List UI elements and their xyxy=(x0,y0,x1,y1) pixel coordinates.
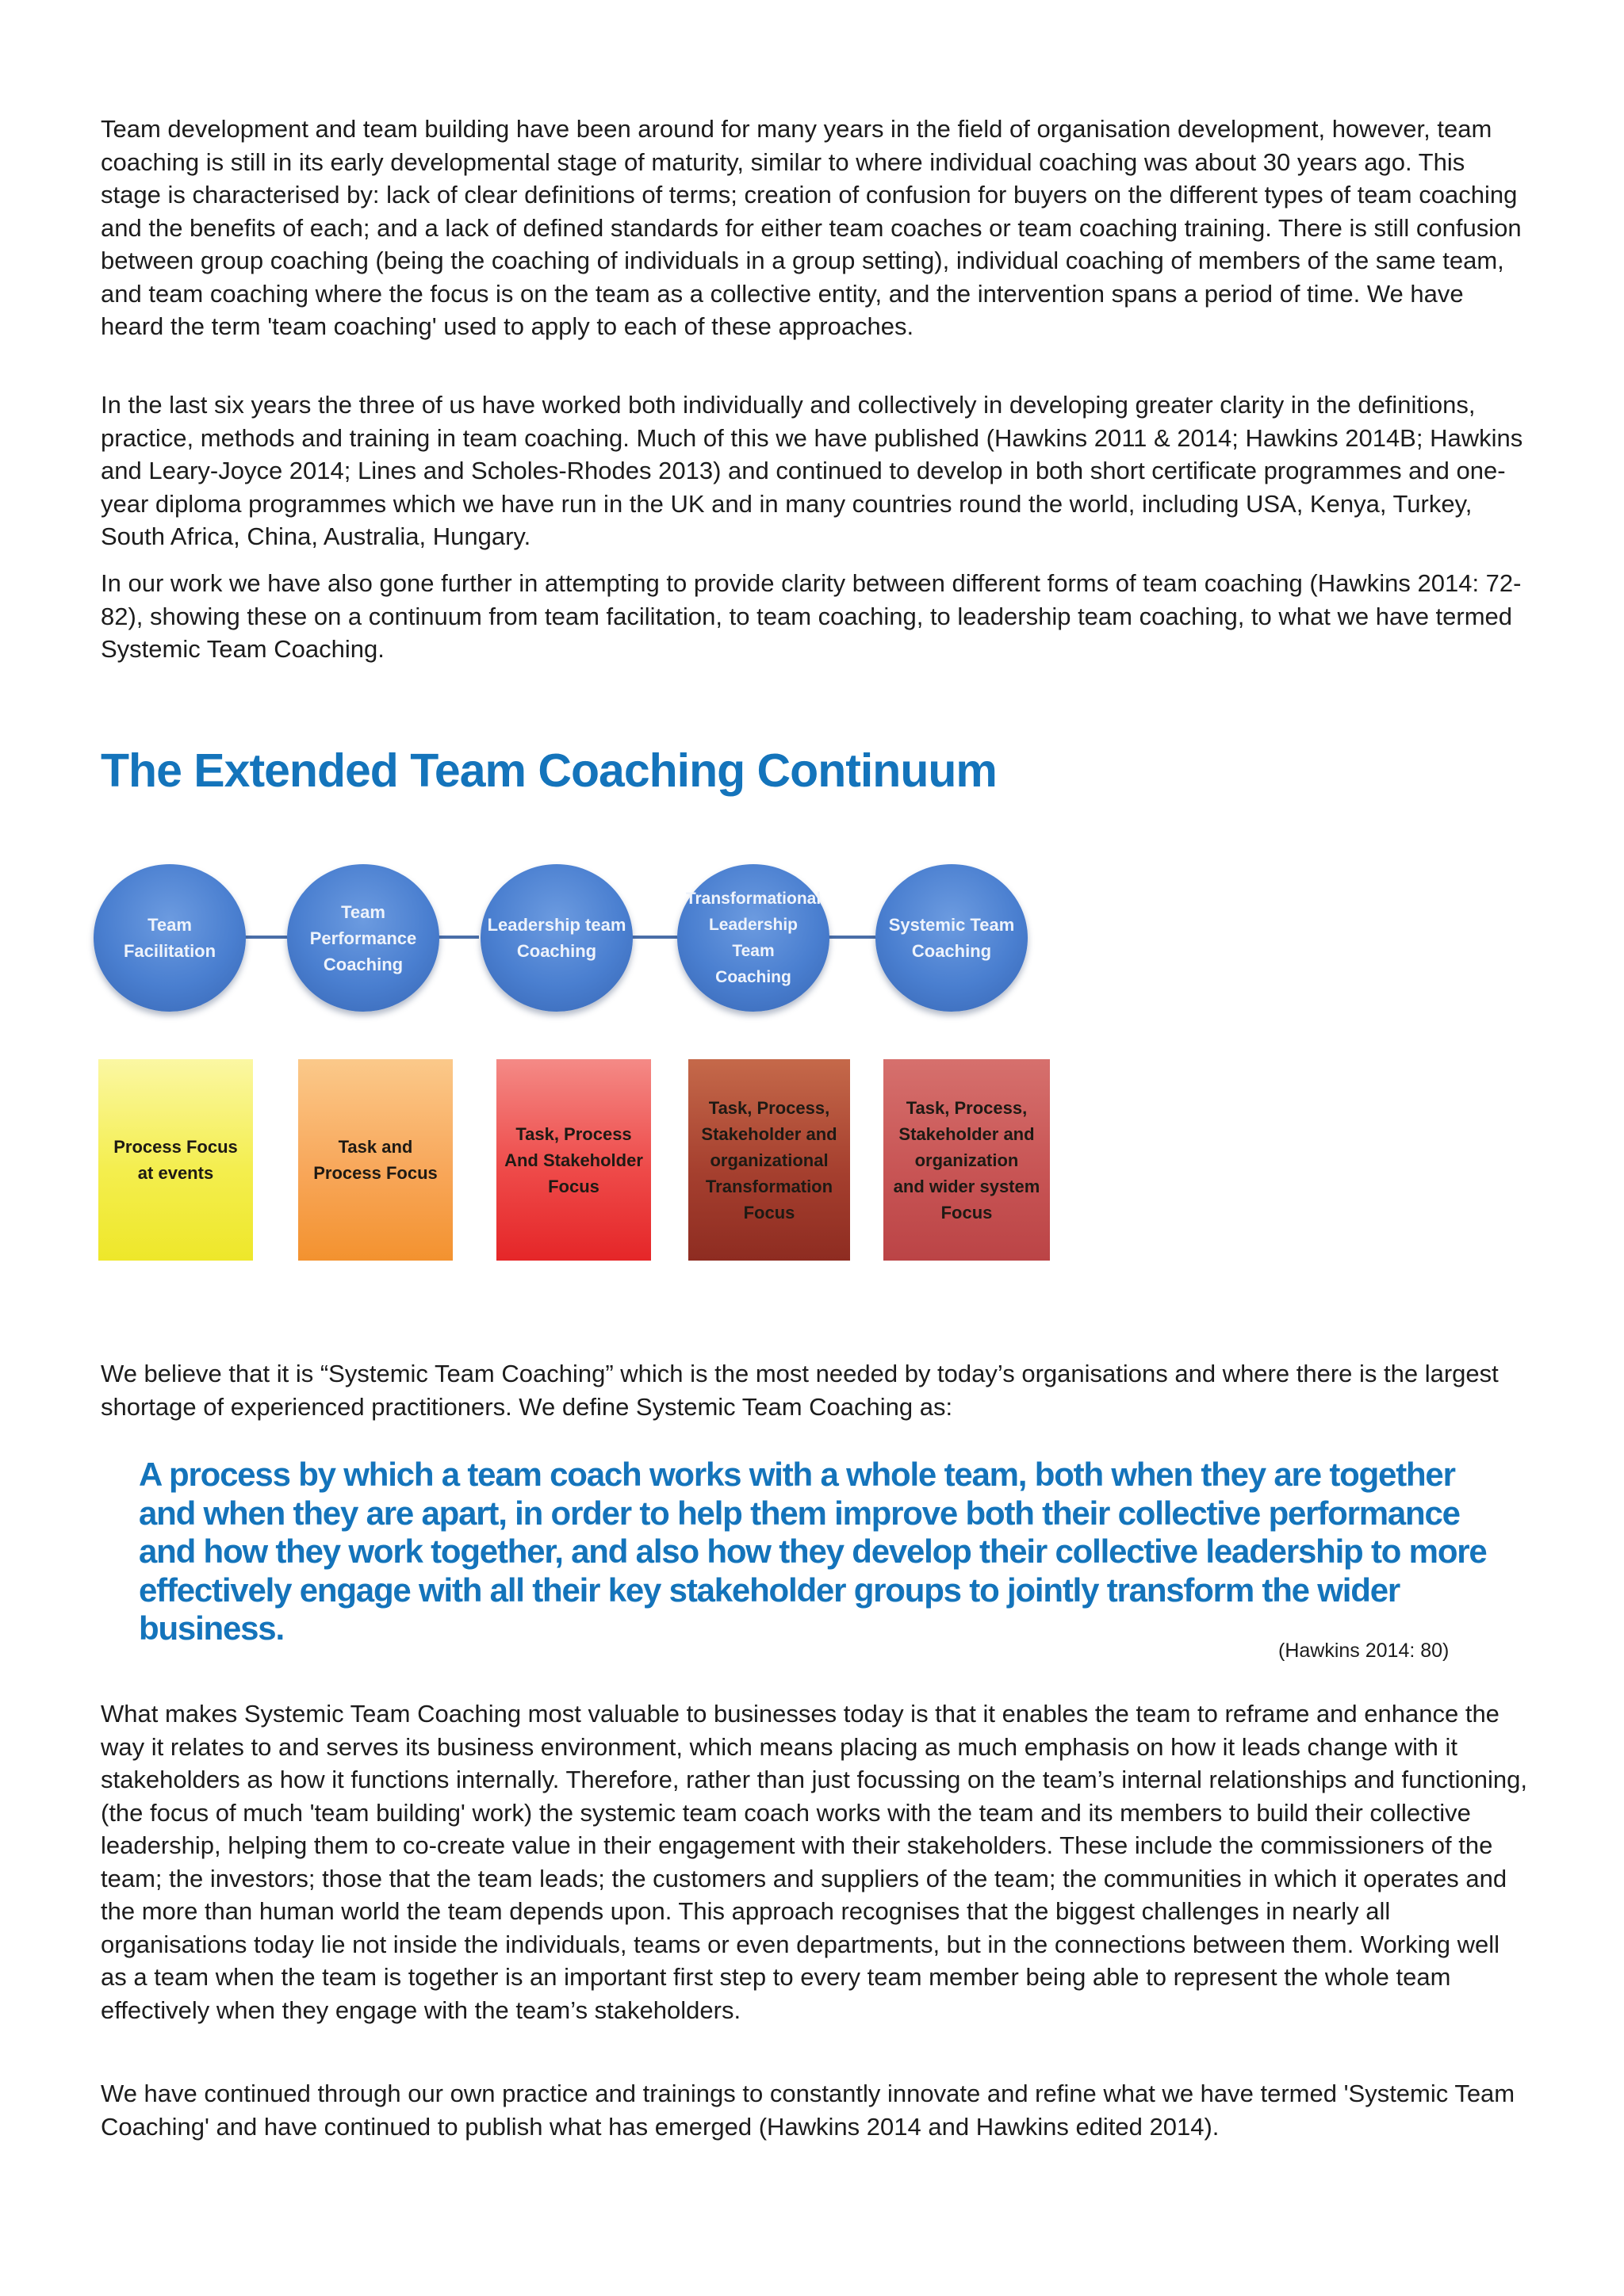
continuum-intro-paragraph: In our work we have also gone further in attempting to provide clarity between different forms of team coaching (Hawkins 2014: 72-82), showing these on a continuum from team facilitation, to team coaching, to leadership team coaching, to what we have termed Systemic Team Coaching. xyxy=(101,569,1522,663)
circle-systemic-team-coaching: Systemic Team Coaching xyxy=(875,864,1028,1012)
focus-box-task-process: Task and Process Focus xyxy=(298,1059,453,1261)
circle-leadership-team-coaching: Leadership team Coaching xyxy=(481,864,633,1012)
quote-citation: (Hawkins 2014: 80) xyxy=(1278,1640,1450,1662)
connector-line xyxy=(630,936,677,939)
focus-box-transformation: Task, Process, Stakeholder and organizational Transformation Focus xyxy=(688,1059,850,1261)
definition-quote: A process by which a team coach works with a whole team, both when they are together and when they are apart, in order to help them improve both their collective performance and how they work together, and also how they develop their collective leadership to more effectively engage with all their key stakeholder groups to jointly transform the wider business. xyxy=(139,1456,1487,1647)
continuum-diagram xyxy=(94,856,1061,1269)
closing-paragraph: We have continued through our own practice and trainings to constantly innovate and refine what we have termed 'Systemic Team Coaching' and have continued to publish what has emerged (Hawkins 2014 and Hawkins edited 2014). xyxy=(101,2080,1515,2141)
focus-box-stakeholder: Task, Process And Stakeholder Focus xyxy=(496,1059,651,1261)
connector-line xyxy=(244,936,287,939)
history-paragraph: In the last six years the three of us have worked both individually and collectively in developing greater clarity in the definitions, practice, methods and training in team coaching. Much of this we have published (Hawkins 2011 & 2014; Hawkins 2014B; Hawkins and Leary-Joyce 2014; Lines and Scholes-Rhodes 2013) and continued to develop in both short certificate programmes and one-year diploma programmes which we have run in the UK and in many countries round the world, including USA, Kenya, Turkey, South Africa, China, Australia, Hungary. xyxy=(101,391,1523,550)
circle-transformational-leadership-team-coaching: Transformational Leadership Team Coaching xyxy=(677,864,829,1012)
circle-team-performance-coaching: Team Performance Coaching xyxy=(287,864,439,1012)
value-paragraph: What makes Systemic Team Coaching most valuable to businesses today is that it enables the team to reframe and enhance the way it relates to and serves its business environment, which means placing as much emphasis on how it leads change with it stakeholders as how it functions internally. Therefore, rather than just focussing on the team’s internal relationships and functioning, (the focus of much 'team building' work) the systemic team coach works with the team and its members to build their collective leadership, helping them to co-create value in their engagement with their stakeholders. These include the commissioners of the team; the investors; those that the team leads; the customers and suppliers of the team; the communities in which it operates and the more than human world the team depends upon. This approach recognises that the biggest challenges in nearly all organisations today lie not inside the individuals, teams or even departments, but in the connections between them. Working well as a team when the team is together is an important first step to every team member being able to represent the whole team effectively when they engage with the team’s stakeholders. xyxy=(101,1700,1528,2024)
intro-paragraph: Team development and team building have been around for many years in the field of organisation development, however, team coaching is still in its early developmental stage of maturity, similar to where individual coaching was about 30 years ago. This stage is characterised by: lack of clear definitions of terms; creation of confusion for buyers on the different types of team coaching and the benefits of each; and a lack of defined standards for either team coaches or team coaching training. There is still confusion between group coaching (being the coaching of individuals in a group setting), individual coaching of members of the same team, and team coaching where the focus is on the team as a collective entity, and the intervention spans a period of time. We have heard the term 'team coaching' used to apply to each of these approaches. xyxy=(101,115,1522,340)
connector-line xyxy=(436,936,479,939)
definition-intro-paragraph: We believe that it is “Systemic Team Coaching” which is the most needed by today’s organisations and where there is the largest shortage of experienced practitioners. We define Systemic Team Coaching as: xyxy=(101,1360,1499,1421)
connector-line xyxy=(828,936,875,939)
focus-box-process: Process Focus at events xyxy=(98,1059,253,1261)
focus-box-wider-system: Task, Process, Stakeholder and organization and wider system Focus xyxy=(883,1059,1050,1261)
circle-team-facilitation: Team Facilitation xyxy=(94,864,246,1012)
section-heading: The Extended Team Coaching Continuum xyxy=(101,744,997,797)
